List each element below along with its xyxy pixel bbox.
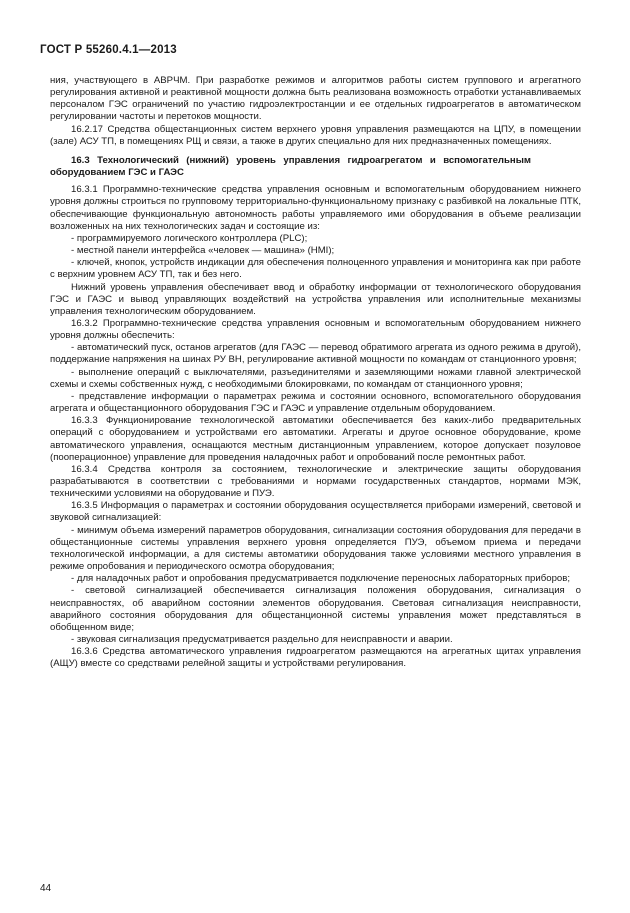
paragraph: - выполнение операций с выключателями, разъединителями и заземляющими ножами главной электрической схемы и схемы собственных нужд, с необходимыми блокировками, по командам от станционного уровня; [50, 366, 581, 390]
section-heading: 16.3 Технологический (нижний) уровень управления гидроагрегатом и вспомогательным оборудованием ГЭС и ГАЭС [50, 154, 531, 179]
paragraph: - для наладочных работ и опробования предусматривается подключение переносных лабораторных приборов; [71, 573, 571, 585]
paragraph: - представление информации о параметрах режима и состоянии основного, вспомогательного оборудования агрегата и общестанционного оборудования ГЭС и ГАЭС и управление отдельным оборудованием. [50, 390, 581, 415]
paragraph: 16.3.1 Программно-технические средства управления основным и вспомогательным оборудованием нижнего уровня должны строиться по групповому территориально-функциональному признаку с разбивкой на локальные ПТК, обеспечивающие функциональную автономность работы управляемого ими оборудования в объеме реализации возложенных на них технологических задач и состоящие из: [50, 184, 581, 232]
standard-header: ГОСТ Р 55260.4.1—2013 [40, 44, 177, 56]
paragraph: - программируемого логического контроллера (PLC); [71, 232, 308, 244]
page-number: 44 [40, 883, 52, 894]
paragraph: - световой сигнализацией обеспечивается сигнализация положения оборудования, сигнализация о неисправностях, об аварийном состоянии элементов оборудования. Световая сигнализация неисправности, аварийного состояния оборудования для общестанционной системы управления может представляться в обобщенном виде; [50, 585, 581, 633]
paragraph: 16.3.3 Функционирование технологической автоматики обеспечивается без каких-либо предварительных операций с оборудованием и устройствами его автоматики. Агрегаты и другое основное оборудование, кроме автоматического управления, оснащаются местным дистанционным управлением, которое допускает позуловое (пооперационное) управление для проведения наладочных работ и опробований после ремонтных работ. [50, 415, 581, 463]
paragraph: 16.3.4 Средства контроля за состоянием, технологические и электрические защиты оборудования разрабатываются в соответствии с требованиями и нормами государственных стандартов, нормами МЭК, техническими условиями на оборудование и ПУЭ. [50, 463, 581, 500]
paragraph: 16.3.2 Программно-технические средства управления основным и вспомогательным оборудованием нижнего уровня должны обеспечить: [50, 317, 581, 342]
paragraph-continued: ния, участвующего в АВРЧМ. При разработке режимов и алгоритмов работы систем группового и агрегатного регулирования активной и реактивной мощности должна быть реализована возможность отработки устанавливаемых персоналом ГЭС ограничений по участию гидроэлектростанции и ее отдельных гидроагрегатов в автоматическом регулировании частоты и перетоков мощности. [50, 75, 581, 123]
paragraph: - минимум объема измерений параметров оборудования, сигнализации состояния оборудования для передачи в общестанционные системы управления верхнего уровня определяется ПУЭ, объемом приема и передачи технологической информации, а для системы автоматики оборудования также условиями местного управления в режиме опробования и периодического осмотра оборудования; [50, 524, 581, 573]
paragraph: 16.3.5 Информация о параметрах и состоянии оборудования осуществляется приборами измерений, световой и звуковой сигнализацией: [50, 500, 581, 524]
paragraph: - звуковая сигнализация предусматривается раздельно для неисправности и аварии. [71, 634, 453, 646]
paragraph: 16.2.17 Средства общестанционных систем верхнего уровня управления размещаются на ЦПУ, в помещении (зале) АСУ ТП, в помещениях РЩ и связи, а также в других специально для них предназначенных помещениях. [50, 123, 581, 147]
paragraph: 16.3.6 Средства автоматического управления гидроагрегатом размещаются на агрегатных щитах управления (АЩУ) вместе со средствами релейной защиты и устройствами регулирования. [50, 646, 581, 670]
document-body [50, 75, 581, 671]
paragraph: - автоматический пуск, останов агрегатов (для ГАЭС — перевод обратимого агрегата из одного режима в другой), поддержание напряжения на шинах РУ ВН, регулирование активной мощности по командам от станционного уровня; [50, 342, 581, 366]
paragraph: - местной панели интерфейса «человек — машина» (HMI); [71, 245, 335, 257]
paragraph: Нижний уровень управления обеспечивает ввод и обработку информации от технологического оборудования ГЭС и ГАЭС и вывод управляющих воздействий на устройства управления или исполнительные механизмы управления технологическим оборудованием. [50, 281, 581, 317]
paragraph: - ключей, кнопок, устройств индикации для обеспечения полноценного управления и мониторинга как при работе с верхним уровнем АСУ ТП, так и без него. [50, 257, 581, 281]
